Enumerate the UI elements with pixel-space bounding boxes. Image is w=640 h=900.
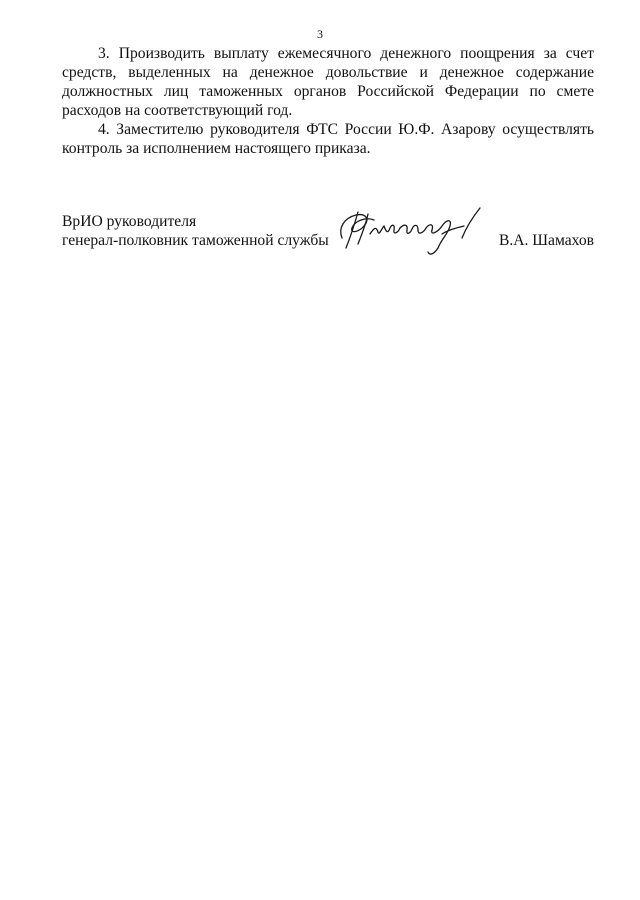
signatory-rank: генерал-полковник таможенной службы <box>62 232 329 249</box>
paragraph-4: 4. Заместителю руководителя ФТС России Ю.Ф. Азарову осуществлять контроль за исполнением настоящего приказа. <box>62 121 594 157</box>
document-body <box>62 44 594 158</box>
paragraph-3: 3. Производить выплату ежемесячного денежного поощрения за счет средств, выделенных на денежное довольствие и денежное содержание должностных лиц таможенных органов Российской Федерации по смете расходов на соответствующий год. <box>62 45 594 119</box>
signature-block <box>62 212 594 272</box>
signatory-title <box>62 212 329 250</box>
signatory-position: ВрИО руководителя <box>62 213 197 230</box>
handwritten-signature <box>334 204 494 260</box>
signatory-name: В.А. Шамахов <box>498 232 594 249</box>
page-number: 3 <box>317 27 323 41</box>
